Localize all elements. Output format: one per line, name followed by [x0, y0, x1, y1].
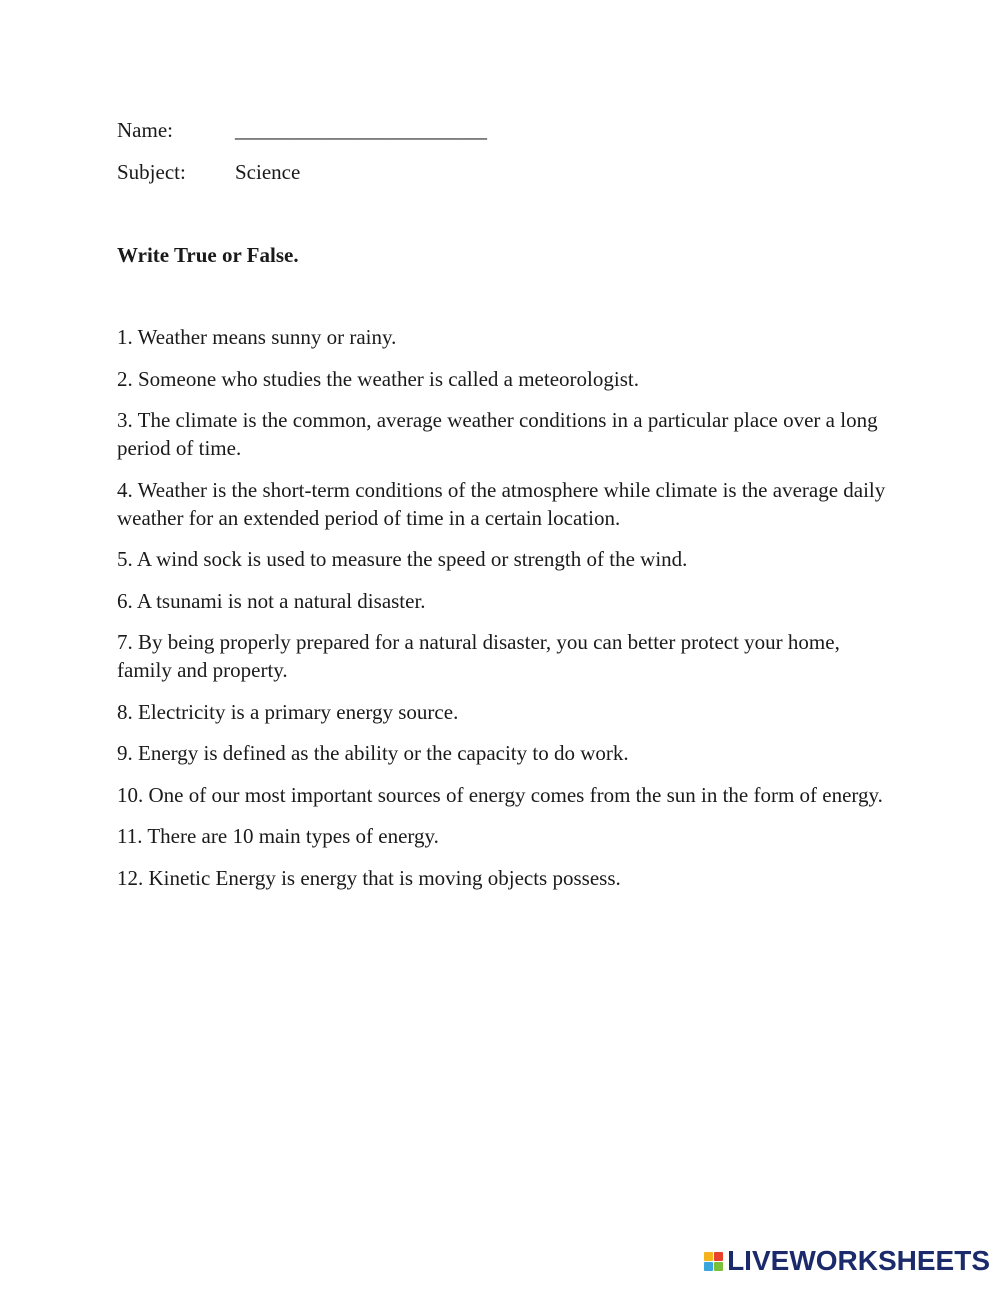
question-item: 7. By being properly prepared for a natural disaster, you can better protect your home, family and property. — [117, 630, 840, 682]
question-item: 8. Electricity is a primary energy source. — [117, 699, 459, 724]
question-list — [117, 323, 897, 905]
question-item: 10. One of our most important sources of energy comes from the sun in the form of energy. — [117, 782, 883, 807]
question-item: 12. Kinetic Energy is energy that is moving objects possess. — [117, 865, 621, 890]
subject-value: Science — [235, 160, 301, 184]
question-item: 9. Energy is defined as the ability or the capacity to do work. — [117, 741, 629, 765]
question-item: 6. A tsunami is not a natural disaster. — [117, 588, 426, 613]
question-item: 5. A wind sock is used to measure the speed or strength of the wind. — [117, 547, 688, 571]
question-item: 1. Weather means sunny or rainy. — [117, 325, 397, 349]
liveworksheets-logo-icon — [704, 1252, 723, 1271]
question-item: 3. The climate is the common, average weather conditions in a particular place over a long period of time. — [117, 408, 878, 460]
liveworksheets-brand[interactable] — [704, 1245, 990, 1277]
logo-cell — [704, 1262, 713, 1271]
instruction-heading: Write True or False. — [117, 243, 299, 267]
name-blank[interactable]: ________________________ — [235, 118, 487, 142]
question-item: 11. There are 10 main types of energy. — [117, 824, 439, 848]
question-item: 4. Weather is the short-term conditions of the atmosphere while climate is the average daily weather for an extended period of time in a certain location. — [117, 477, 886, 530]
subject-label: Subject: — [117, 160, 186, 184]
logo-cell — [714, 1252, 723, 1261]
logo-cell — [704, 1252, 713, 1261]
name-label: Name: — [117, 118, 173, 142]
question-item: 2. Someone who studies the weather is called a meteorologist. — [117, 366, 639, 391]
logo-cell — [714, 1262, 723, 1271]
brand-text: LIVEWORKSHEETS — [727, 1245, 990, 1276]
name-row — [117, 117, 487, 143]
subject-row — [117, 159, 300, 185]
